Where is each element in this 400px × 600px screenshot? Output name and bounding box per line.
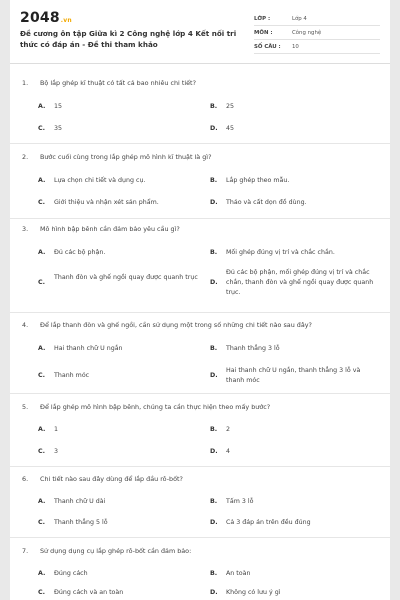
question-number: 1. (22, 79, 29, 87)
question-stem: Sử dụng dụng cụ lắp ghép rô-bốt cần đảm bảo: (40, 547, 192, 555)
option-text: 25 (226, 103, 235, 110)
question-number: 4. (22, 321, 29, 329)
option-text: Không có lưu ý gì (226, 589, 281, 596)
question-stem: Bước cuối cùng trong lắp ghép mô hình kĩ thuật là gì? (40, 153, 212, 161)
divider (10, 393, 390, 394)
option-text: Thanh đòn và ghế ngồi quay được quanh trục (54, 274, 198, 281)
option-label: B. (210, 570, 218, 577)
option-text: An toàn (226, 570, 251, 577)
option-text: 45 (226, 125, 235, 132)
question-text (22, 152, 378, 162)
question-number: 6. (22, 475, 29, 483)
meta-key: MÔN : (254, 30, 273, 36)
option-label: D. (210, 279, 218, 286)
meta-key: LỚP : (254, 16, 271, 22)
meta-key: SỐ CÂU : (254, 44, 281, 50)
question-number: 5. (22, 403, 29, 411)
option-text: Tấm 3 lỗ (226, 498, 254, 505)
question-text (22, 320, 378, 330)
option-label: C. (38, 372, 46, 379)
option-text: 4 (226, 448, 231, 455)
question-number: 3. (22, 225, 29, 233)
option-label: A. (38, 498, 46, 505)
question-text (22, 546, 378, 556)
option-text: 35 (54, 125, 63, 132)
option-text: 1 (54, 426, 59, 433)
question-6 (10, 474, 390, 538)
question-text (22, 402, 378, 412)
question-4 (10, 320, 390, 390)
option-label: A. (38, 103, 46, 110)
option-text: Thanh móc (54, 372, 90, 379)
logo-text: 2048 (20, 10, 60, 26)
question-2 (10, 152, 390, 216)
divider (10, 312, 390, 313)
option-label: C. (38, 199, 46, 206)
option-text: Thanh chữ U dài (54, 498, 106, 505)
meta-value: 10 (292, 44, 299, 50)
option-label: A. (38, 345, 46, 352)
question-text (22, 224, 378, 234)
option-label: B. (210, 103, 218, 110)
option-text: Đúng cách và an toàn (54, 589, 124, 596)
question-3 (10, 224, 390, 304)
option-text: Thanh thẳng 3 lỗ (226, 345, 280, 352)
option-label: B. (210, 249, 218, 256)
option-label: B. (210, 498, 218, 505)
divider (10, 537, 390, 538)
option-label: D. (210, 125, 218, 132)
option-label: A. (38, 570, 46, 577)
question-5 (10, 402, 390, 466)
option-label: C. (38, 279, 46, 286)
document-header (10, 0, 390, 64)
question-stem: Bộ lắp ghép kĩ thuật có tất cả bao nhiêu chi tiết? (40, 79, 196, 87)
option-label: C. (38, 448, 46, 455)
site-logo[interactable] (20, 10, 72, 26)
option-text: Cả 3 đáp án trên đều đúng (226, 519, 311, 526)
option-label: D. (210, 199, 218, 206)
option-label: D. (210, 448, 218, 455)
option-label: D. (210, 519, 218, 526)
option-label: D. (210, 589, 218, 596)
divider (10, 143, 390, 144)
meta-row-grade (254, 12, 380, 26)
meta-value: Lớp 4 (292, 16, 307, 22)
option-text: Đủ các bộ phận, mối ghép đúng vị trí và chắc chắn, thanh đòn và ghế ngồi quay được quanh trục. (226, 269, 374, 296)
option-label: C. (38, 125, 46, 132)
option-text: 15 (54, 103, 63, 110)
divider (10, 466, 390, 467)
question-number: 7. (22, 547, 29, 555)
option-text: Giới thiệu và nhận xét sản phẩm. (54, 199, 159, 206)
question-stem: Để lắp ghép mô hình bập bênh, chúng ta cần thực hiện theo mấy bước? (40, 403, 271, 411)
question-1 (10, 78, 390, 142)
question-number: 2. (22, 153, 29, 161)
option-label: A. (38, 249, 46, 256)
option-label: D. (210, 372, 218, 379)
question-stem: Mô hình bập bênh cần đảm bảo yêu cầu gì? (40, 225, 180, 233)
meta-value: Công nghệ (292, 30, 322, 36)
divider (10, 218, 390, 219)
question-stem: Chi tiết nào sau đây dùng để lắp đầu rô-bốt? (40, 475, 183, 483)
option-text: Hai thanh chữ U ngắn, thanh thẳng 3 lỗ và thanh móc (226, 367, 361, 384)
option-label: A. (38, 177, 46, 184)
option-text: Đúng cách (54, 570, 88, 577)
option-text: Thanh thẳng 5 lỗ (54, 519, 108, 526)
document-title: Đề cương ôn tập Giữa kì 2 Công nghệ lớp 4 Kết nối tri thức có đáp án - Đề thi tham khảo (20, 29, 237, 49)
meta-row-subject (254, 26, 380, 40)
option-text: Mối ghép đúng vị trí và chắc chắn. (226, 249, 335, 256)
option-label: A. (38, 426, 46, 433)
option-text: 3 (54, 448, 59, 455)
question-text (22, 474, 378, 484)
option-text: Lắp ghép theo mẫu. (226, 177, 290, 184)
question-text (22, 78, 378, 88)
question-7 (10, 546, 390, 600)
option-text: Lựa chọn chi tiết và dụng cụ. (54, 177, 146, 184)
document-page (10, 0, 390, 600)
meta-row-count (254, 40, 380, 54)
question-stem: Để lắp thanh đòn và ghế ngồi, cần sử dụng một trong số những chi tiết nào sau đây? (40, 321, 312, 329)
option-text: Hai thanh chữ U ngắn (54, 345, 123, 352)
option-label: C. (38, 519, 46, 526)
option-label: B. (210, 345, 218, 352)
option-label: C. (38, 589, 46, 596)
option-text: Đủ các bộ phận. (54, 249, 106, 256)
option-label: B. (210, 426, 218, 433)
option-label: B. (210, 177, 218, 184)
logo-suffix: .vn (60, 17, 72, 24)
option-text: 2 (226, 426, 231, 433)
document-meta (254, 12, 380, 54)
option-text: Tháo và cất dọn đồ dùng. (226, 199, 307, 206)
